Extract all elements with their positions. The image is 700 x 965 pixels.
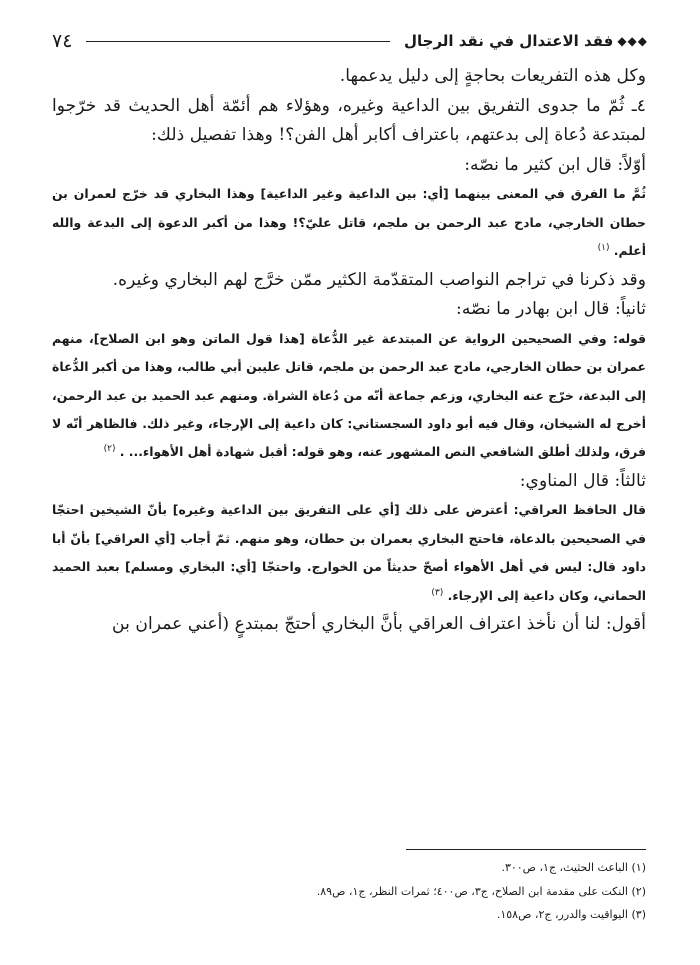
block-quote [52,180,646,265]
footnote-separator [406,849,646,850]
paragraph [52,92,646,151]
footnote: (٣) اليواقيت والدرر، ج٢، ص١٥٨. [496,908,646,921]
running-title-text: فقد الاعتدال في نقد الرجال [403,32,614,50]
paragraph-text: قوله: وفي الصحيحين الرواية عن المبتدعة غير الدُّعاة [هذا قول الماتن وهو ابن الصلاح]، منهم عمران بن حطان الخارجي، مادح عبد الرحمن بن ملجم، قاتل عليبن أبي طالب، وهذا من أكبر الدُّعاة إلى البدعة، خرّج عنه البخاري، وزعم جماعة أنّه من دُعاة الشراة. ومنهم عبد الحميد بن عبد الرحمن، أخرج له الشيخان، وقال فيه أبو داود السجستاني: كان داعية إلى الإرجاء، وغير ذلك. فالظاهر أنّه لا فرق، ولذلك أطلق الشافعي النص المشهور عنه، وهو قوله: أقبل شهادة أهل الأهواء... . [52,330,646,460]
paragraph-text: أوّلاً: قال ابن كثير ما نصّه: [464,154,646,175]
paragraph-text: أقول: لنا أن نأخذ اعتراف العراقي بأنَّ البخاري أحتجّ بمبتدعٍ (أعني عمران بن [112,614,646,635]
paragraph-text: ثالثاً: قال المناوي: [519,470,646,491]
footnote: (٢) النكت على مقدمة ابن الصلاح، ج٣، ص٤٠٠؛ ثمرات النظر، ج١، ص٨٩. [316,884,646,898]
paragraph [52,467,646,497]
paragraph-text: ثانياً: قال ابن بهادر ما نصّه: [456,299,646,320]
paragraph-text: وكل هذه التفريعات بحاجةٍ إلى دليل يدعمها. [339,66,646,86]
paragraph-text: ٤ـ ثُمّ ما جدوى التفريق بين الداعية وغيره، وهؤلاء هم أئمّة أهل الحديث قد خرّجوا لمبتدعة دُعاة إلى بدعتهم، باعتراف أكابر أهل الفن؟! وهذا تفصيل ذلك: [52,95,646,146]
paragraph [52,266,646,296]
page-number: ٧٤ [52,30,73,52]
footnote-reference: (٢) [103,444,116,455]
footnote-reference: (٣) [431,587,444,598]
diamond-ornament-icon: ◆◆◆ [617,34,648,48]
page-body [52,62,646,640]
block-quote [52,496,646,610]
footnote: (١) الباعث الحثيث، ج١، ص٣٠٠. [501,861,646,874]
paragraph [52,62,646,92]
paragraph-text: وقد ذكرنا في تراجم النواصب المتقدّمة الكثير ممّن خرَّج لهم البخاري وغيره. [112,269,646,290]
block-quote [52,325,646,467]
paragraph-text: قال الحافظ العراقي: أعترض على ذلك [أي على التفريق بين الداعية وغيره] بأنّ الشيخين احتجّا في الصحيحين بالدعاة، فاحتج البخاري بعمران بن حطان، وهو منهم. ثمّ أجاب [أي العراقي] بأنّ أبا داود قال: ليس في أهل الأهواء أصحّ حديثاً من الخوارج. واحتجّا [أي: البخاري ومسلم] بعبد الحميد الحماني، وكان داعية إلى الإرجاء. [52,502,646,603]
footnotes [52,856,646,927]
page-header [52,26,648,56]
header-rule [86,41,390,42]
paragraph [52,610,646,640]
paragraph [52,151,646,181]
paragraph [52,295,646,325]
footnote-reference: (١) [597,243,610,254]
running-title [404,32,648,50]
paragraph-text: ثُمَّ ما الفرق في المعنى بينهما [أي: بين الداعية وغير الداعية] وهذا البخاري قد خرّج لعمران بن حطان الخارجي، مادح عبد الرحمن بن ملجم، قاتل عليّ؟! وهذا من أكبر الدعوة إلى البدعة والله أعلم. [52,186,646,259]
